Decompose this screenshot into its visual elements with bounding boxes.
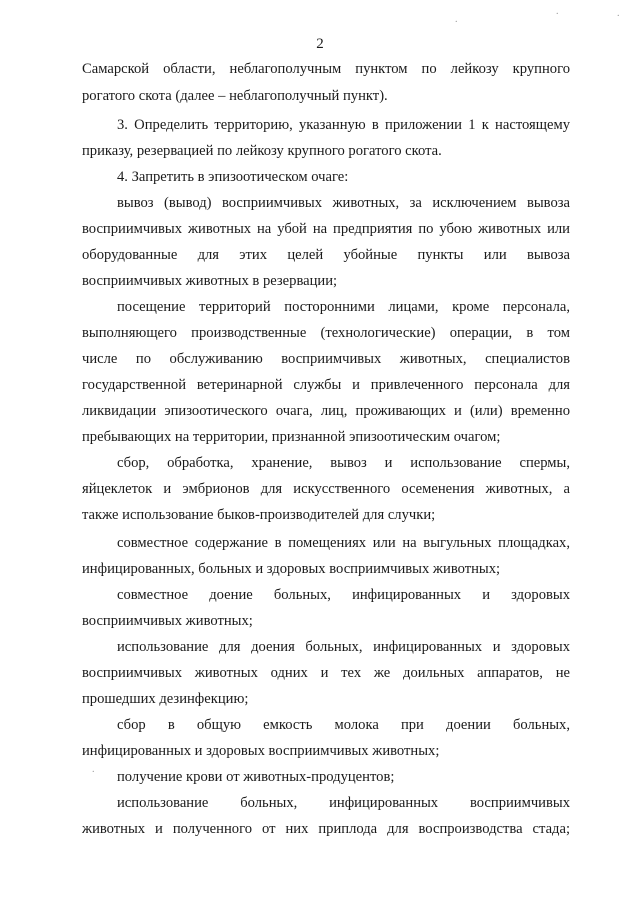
text-line: сбор, обработка, хранение, вывоз и использование спермы, — [117, 455, 570, 471]
text-line: посещение территорий посторонними лицами, кроме персонала, — [117, 299, 570, 315]
text-line: восприимчивых животных; — [82, 613, 253, 629]
text-line: совместное доение больных, инфицированных и здоровых — [117, 587, 570, 603]
text-line: выполняющего производственные (технологические) операции, в том — [82, 325, 570, 341]
text-line: 4. Запретить в эпизоотическом очаге: — [117, 169, 349, 185]
text-line: сбор в общую емкость молока при доении больных, — [117, 717, 570, 733]
text-line: инфицированных, больных и здоровых восприимчивых животных; — [82, 561, 501, 577]
text-line: восприимчивых животных на убой на предприятия по убою животных или — [82, 221, 570, 237]
page-number: 2 — [316, 36, 324, 52]
text-line: также использование быков-производителей для случки; — [82, 507, 436, 523]
text-line: пребывающих на территории, признанной эпизоотическим очагом; — [82, 429, 501, 445]
text-line: 3. Определить территорию, указанную в приложении 1 к настоящему — [117, 117, 570, 133]
text-line: Самарской области, неблагополучным пунктом по лейкозу крупного — [82, 61, 570, 77]
text-line: числе по обслуживанию восприимчивых животных, специалистов — [82, 351, 570, 367]
text-line: совместное содержание в помещениях или на выгульных площадках, — [117, 535, 570, 551]
text-line: использование для доения больных, инфицированных и здоровых — [117, 639, 570, 655]
text-line: государственной ветеринарной службы и привлеченного персонала для — [82, 377, 570, 393]
scan-speck: . — [92, 764, 95, 775]
text-line: приказу, резервацией по лейкозу крупного рогатого скота. — [82, 143, 442, 159]
text-line: рогатого скота (далее – неблагополучный пункт). — [82, 88, 388, 104]
scan-speck: . — [617, 8, 620, 19]
scan-speck: . — [556, 6, 559, 17]
text-line: прошедших дезинфекцию; — [82, 691, 249, 707]
text-line: использование больных, инфицированных восприимчивых — [117, 795, 570, 811]
text-line: получение крови от животных-продуцентов; — [117, 769, 395, 785]
text-line: инфицированных и здоровых восприимчивых животных; — [82, 743, 440, 759]
text-line: восприимчивых животных одних и тех же доильных аппаратов, не — [82, 665, 570, 681]
text-line: ликвидации эпизоотического очага, лиц, проживающих и (или) временно — [82, 403, 570, 419]
text-line: восприимчивых животных в резервации; — [82, 273, 338, 289]
text-line: яйцеклеток и эмбрионов для искусственного осеменения животных, а — [82, 481, 570, 497]
text-line: животных и полученного от них приплода для воспроизводства стада; — [82, 821, 570, 837]
scan-speck: . — [455, 14, 458, 25]
text-line: оборудованные для этих целей убойные пункты или вывоза — [82, 247, 570, 263]
text-line: вывоз (вывод) восприимчивых животных, за исключением вывоза — [117, 195, 570, 211]
